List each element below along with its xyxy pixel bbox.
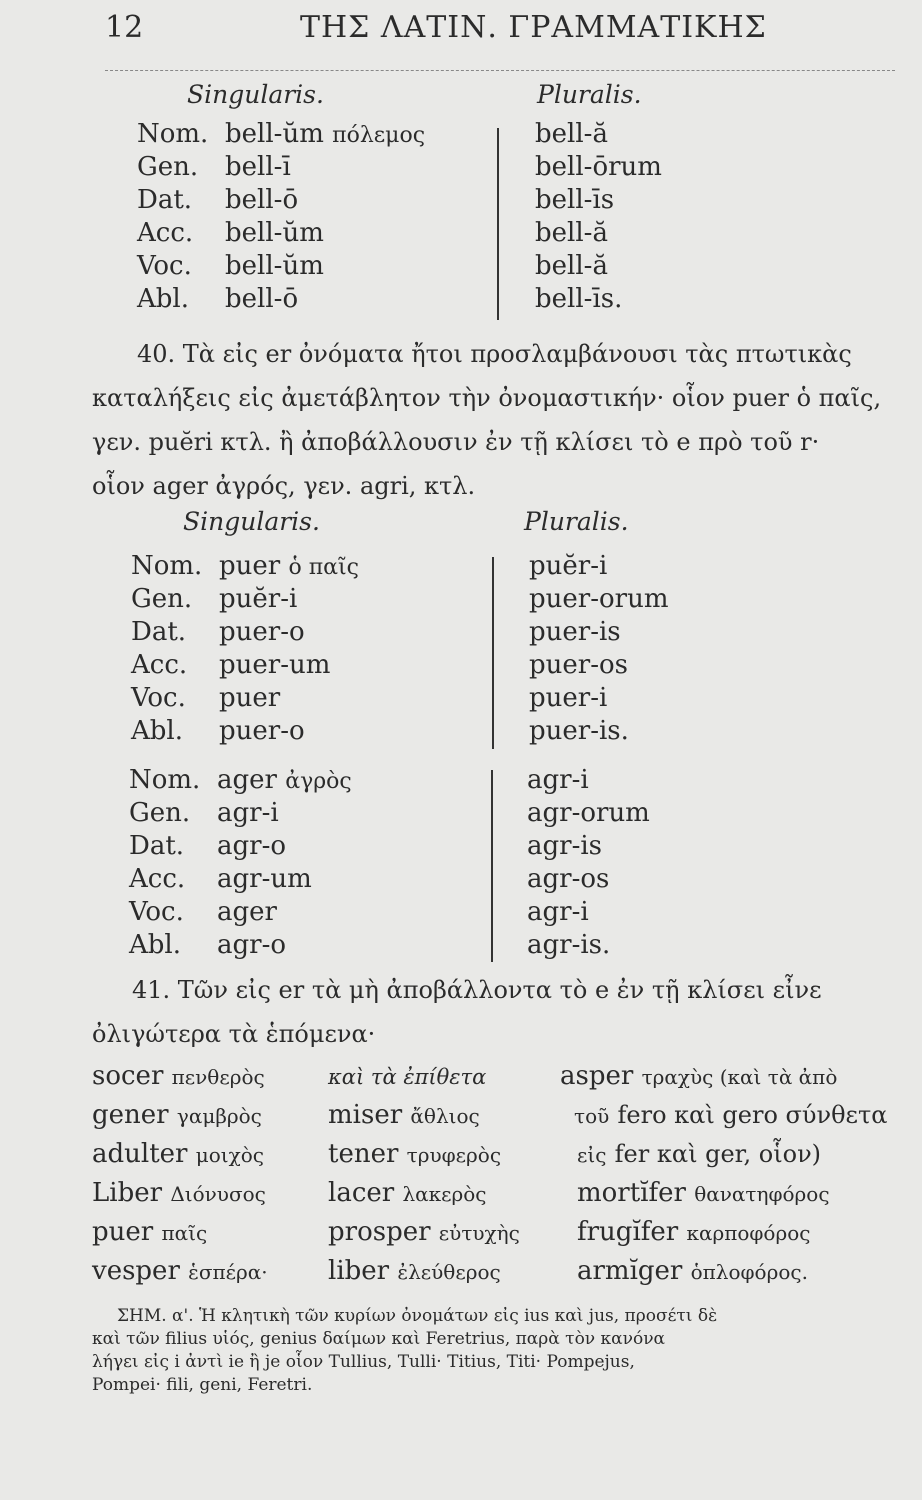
declension-table-bellum: Singularis. Pluralis. Nom. bell-ŭm πόλεμος Gen. bell-ī Dat. bell-ō Acc. bell-ŭm Voc. bell-ŭm Abl. bell-ō bell-ă bell-ōrum bell-īs bell-ă bell-ă bell-īs. xyxy=(137,78,837,328)
plural-form: bell-ōrum xyxy=(535,152,662,182)
plural-form: bell-ă xyxy=(535,251,608,281)
list-item: adulter μοιχὸς xyxy=(92,1139,264,1169)
plural-form: puer-is xyxy=(529,617,621,647)
list-item: mortĭfer θανατηφόρος xyxy=(577,1178,830,1208)
list-item: socer πενθερὸς xyxy=(92,1061,265,1091)
plural-form: agr-orum xyxy=(527,798,650,828)
plural-form: agr-os xyxy=(527,864,610,894)
list-item: εἰς fer καὶ ger, οἷον) xyxy=(577,1140,822,1168)
list-item: liber ἐλεύθερος xyxy=(328,1256,501,1286)
page-number: 12 xyxy=(105,10,144,45)
list-item: καὶ τὰ ἐπίθετα xyxy=(328,1065,487,1089)
paragraph-line: 40. Τὰ εἰς er ὀνόματα ἤτοι προσλαμβάνουσι τὰς πτωτικὰς xyxy=(137,340,852,368)
singular-heading: Singularis. xyxy=(183,507,320,536)
list-item: Liber Διόνυσος xyxy=(92,1178,266,1208)
list-item: armĭger ὁπλοφόρος. xyxy=(577,1256,808,1286)
plural-form: agr-is xyxy=(527,831,603,861)
plural-form: agr-is. xyxy=(527,930,611,960)
list-item: asper τραχὺς (καὶ τὰ ἀπὸ xyxy=(560,1061,838,1091)
paragraph-line: 41. Τῶν εἰς er τὰ μὴ ἀποβάλλοντα τὸ e ἐν τῇ κλίσει εἶνε xyxy=(132,976,822,1004)
list-item: frugĭfer καρποφόρος xyxy=(577,1217,811,1247)
note-line: ΣΗΜ. α'. Ἡ κλητικὴ τῶν κυρίων ὀνομάτων εἰς ius καὶ jus, προσέτι δὲ xyxy=(117,1306,718,1326)
plural-heading: Pluralis. xyxy=(537,80,642,109)
plural-form: puer-i xyxy=(529,683,608,713)
declension-table-puer: Singularis. Pluralis. Nom. puer ὁ παῖς Gen. puĕr-i Dat. puer-o Acc. puer-um Voc. puer Abl. puer-o puĕr-i puer-orum puer-is puer-os puer-i puer-is. xyxy=(131,505,831,755)
note-line: Pompei· fili, geni, Feretri. xyxy=(92,1375,313,1395)
paragraph-41 xyxy=(92,968,900,1056)
list-item: tener τρυφερὸς xyxy=(328,1139,502,1169)
list-item: prosper εὐτυχὴς xyxy=(328,1217,520,1247)
list-item: gener γαμβρὸς xyxy=(92,1100,262,1130)
paragraph-line: οἷον ager ἀγρός, γεν. agri, κτλ. xyxy=(92,472,476,500)
note-line: λήγει εἰς i ἀντὶ ie ἢ je οἷον Tullius, Tulli· Titius, Titi· Pompejus, xyxy=(92,1352,635,1372)
plural-form: puĕr-i xyxy=(529,551,608,581)
note-line: καὶ τῶν filius υἱός, genius δαίμων καὶ Feretrius, παρὰ τὸν κανόνα xyxy=(92,1329,666,1349)
header-rule xyxy=(105,70,895,71)
list-item: puer παῖς xyxy=(92,1217,208,1247)
plural-form: bell-īs xyxy=(535,185,615,215)
column-divider xyxy=(497,128,499,320)
list-item: τοῦ fero καὶ gero σύνθετα xyxy=(574,1101,888,1129)
plural-form: bell-ă xyxy=(535,218,608,248)
plural-form: bell-ă xyxy=(535,119,608,149)
plural-heading: Pluralis. xyxy=(524,507,629,536)
list-item: vesper ἑσπέρα· xyxy=(92,1256,268,1286)
list-item: lacer λακερὸς xyxy=(328,1178,487,1208)
paragraph-line: ὀλιγώτερα τὰ ἑπόμενα· xyxy=(92,1020,376,1048)
plural-form: puer-orum xyxy=(529,584,669,614)
paragraph-line: καταλήξεις εἰς ἀμετάβλητον τὴν ὀνομαστικήν· οἷον puer ὁ παῖς, xyxy=(92,384,882,412)
list-item: miser ἄθλιος xyxy=(328,1100,480,1130)
plural-form: puer-os xyxy=(529,650,628,680)
paragraph-40 xyxy=(92,332,900,508)
running-head: ΤΗΣ ΛΑΤΙΝ. ΓΡΑΜΜΑΤΙΚΗΣ xyxy=(300,10,767,45)
word-list xyxy=(92,1057,902,1297)
declension-table-ager: Nom. ager ἀγρὸς Gen. agr-i Dat. agr-o Acc. agr-um Voc. ager Abl. agr-o agr-i agr-orum agr-is agr-os agr-i agr-is. xyxy=(129,765,650,960)
plural-form: agr-i xyxy=(527,765,589,795)
page-header xyxy=(0,6,922,50)
plural-form: puer-is. xyxy=(529,716,629,746)
column-divider xyxy=(492,557,494,749)
singular-heading: Singularis. xyxy=(187,80,324,109)
column-divider xyxy=(491,770,493,962)
plural-form: agr-i xyxy=(527,897,589,927)
plural-form: bell-īs. xyxy=(535,284,623,314)
paragraph-line: γεν. puĕri κτλ. ἢ ἀποβάλλουσιν ἐν τῇ κλίσει τὸ e πρὸ τοῦ r· xyxy=(92,428,820,456)
footnote xyxy=(92,1305,892,1397)
